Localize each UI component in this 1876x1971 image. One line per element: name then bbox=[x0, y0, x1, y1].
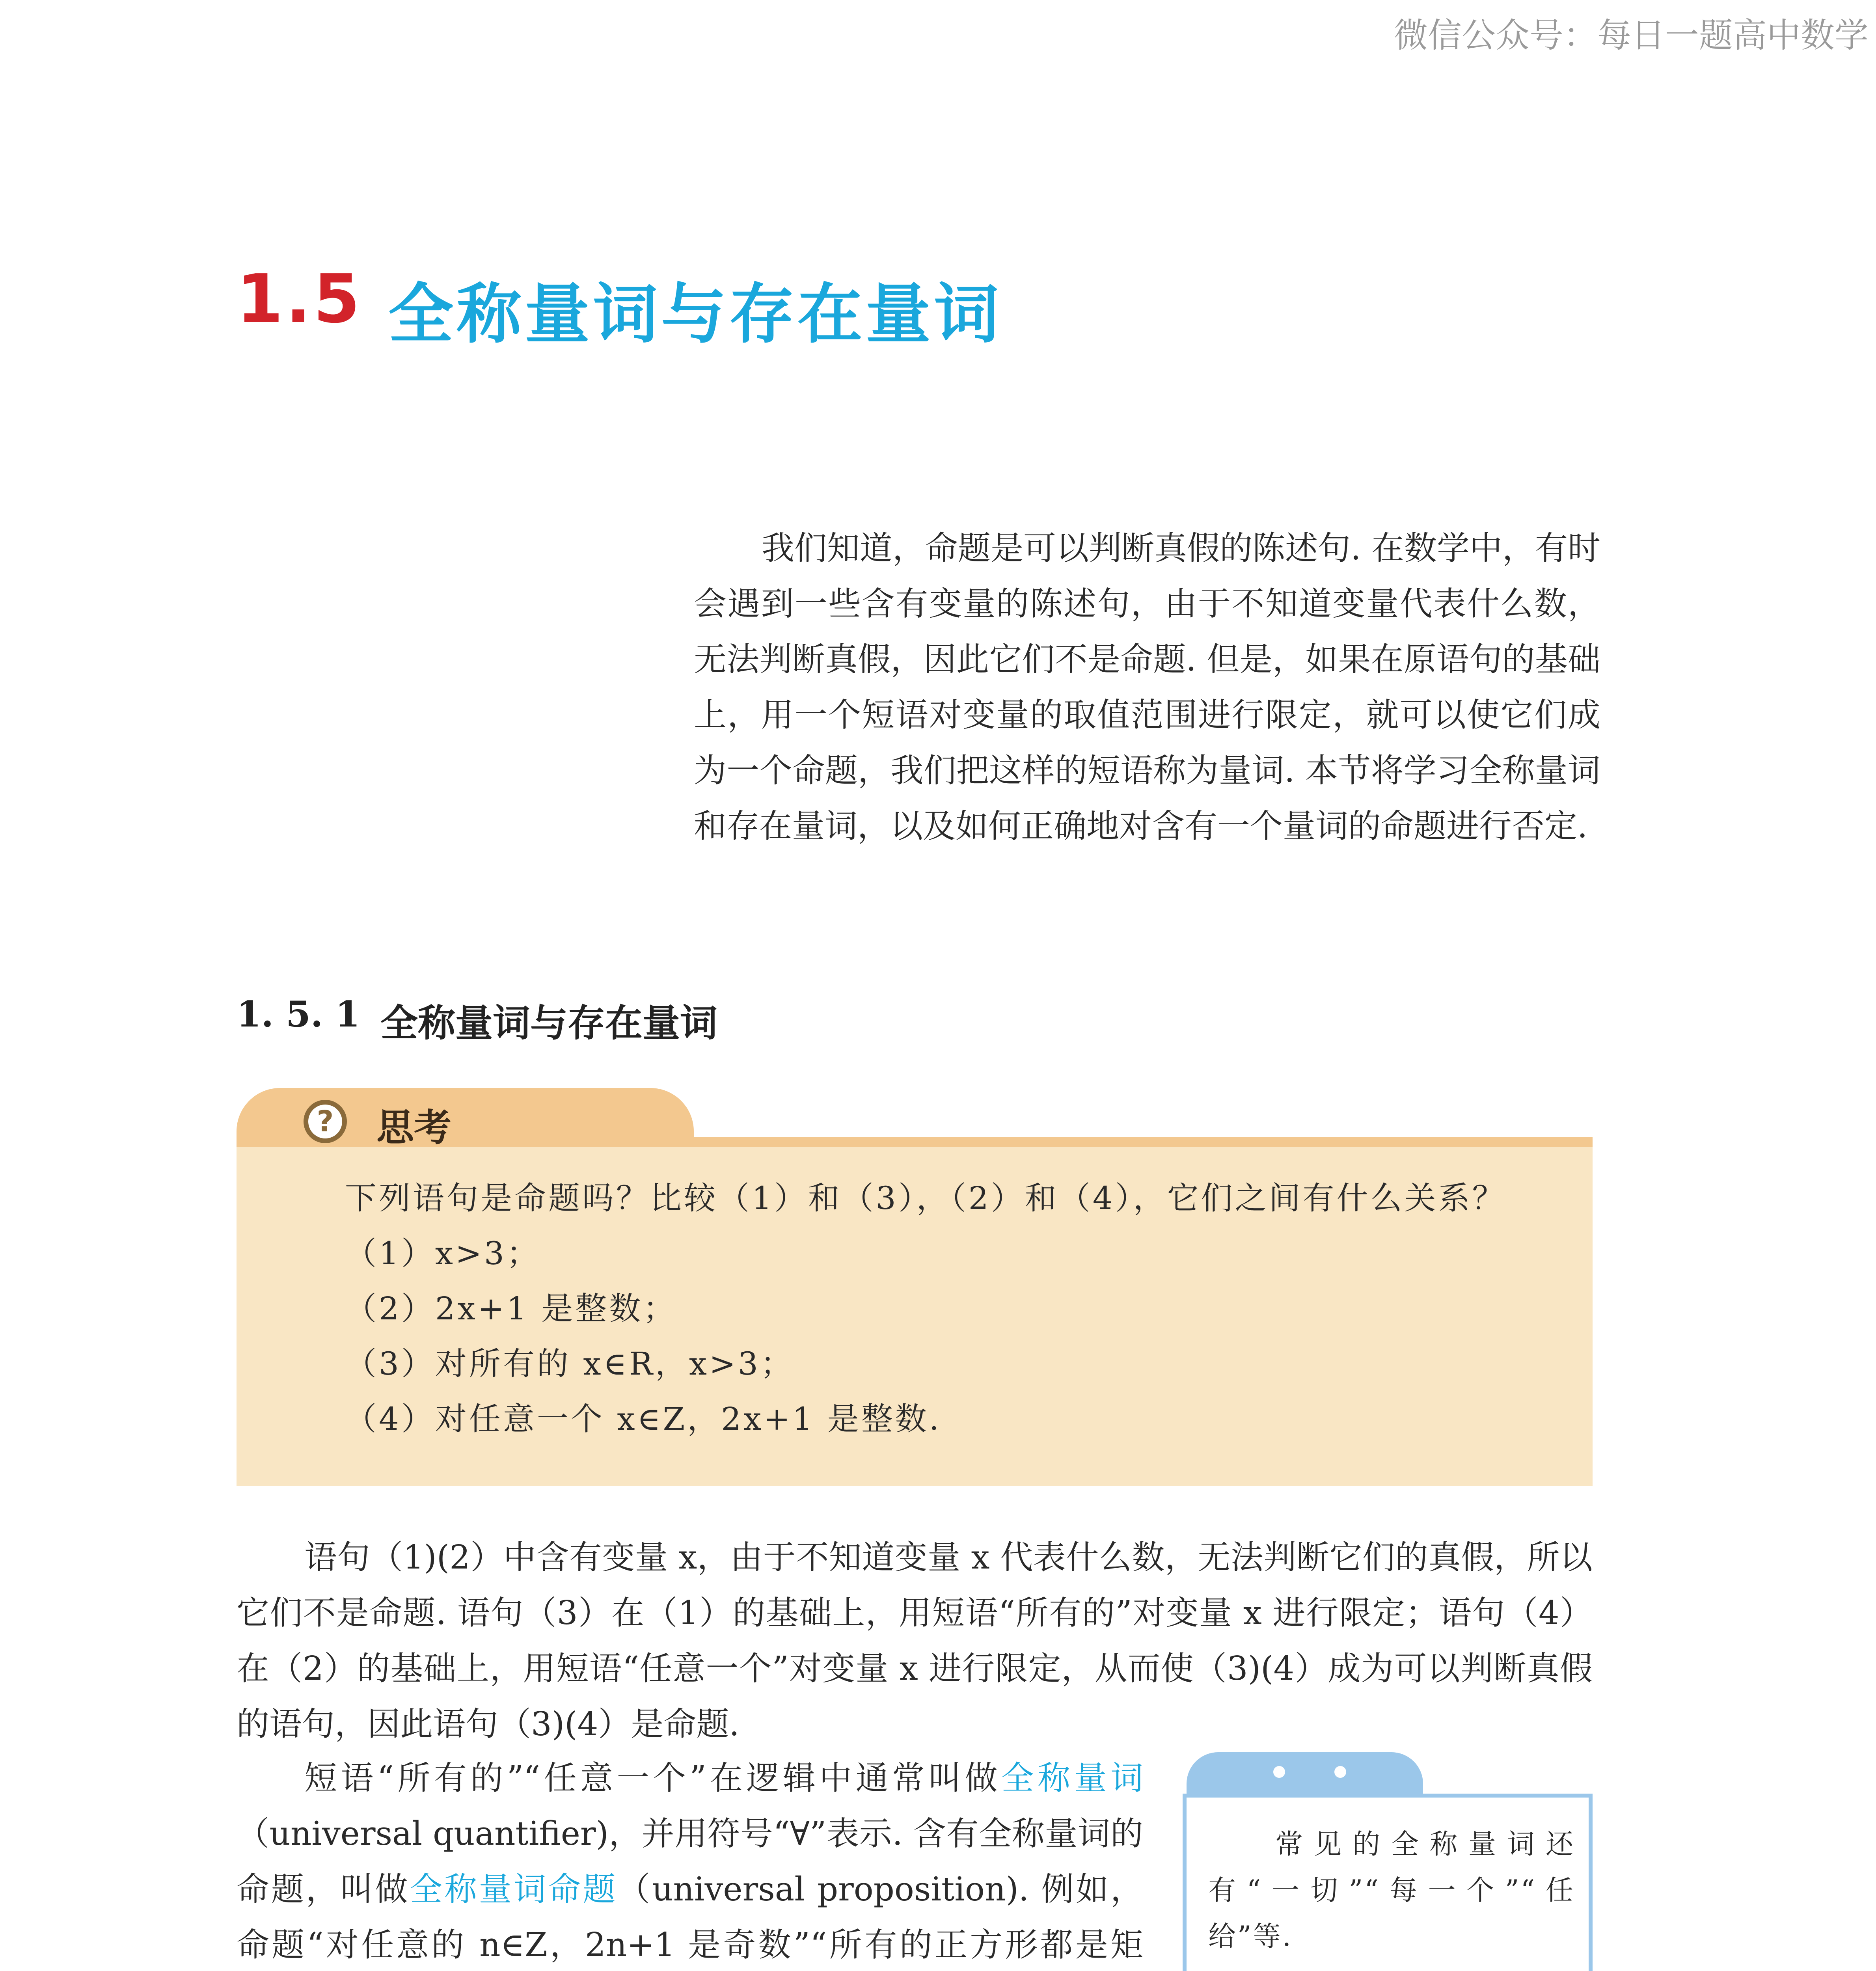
subsection-number: 1. 5. 1 bbox=[237, 993, 360, 1035]
think-label: 思考 bbox=[376, 1106, 452, 1149]
paragraph-2-middle: （universal quantifier)，并用符号“∀”表示. 含有全称量词的命题，叫做 bbox=[237, 1815, 1143, 1908]
side-note-tab bbox=[1187, 1752, 1423, 1800]
term-universal-quantifier: 全称量词 bbox=[1001, 1759, 1143, 1797]
paragraph-2-before: 短语“所有的”“任意一个”在逻辑中通常叫做 bbox=[304, 1759, 1001, 1797]
watermark-text: 微信公众号：每日一题高中数学 bbox=[1394, 16, 1869, 55]
body-paragraph-1: 语句（1)(2）中含有变量 x，由于不知道变量 x 代表什么数，无法判断它们的真假，所以它们不是命题. 语句（3）在（1）的基础上，用短语“所有的”对变量 x 进行限定；语句（4）在（2）的基础上，用短语“任意一个”对变量 x 进行限定，从而使（3)(4）成为可以判断真假的语句，因此语句（3)(4）是命题. bbox=[237, 1538, 1593, 1743]
section-number: 1.5 bbox=[237, 260, 363, 338]
note-dot-icon bbox=[1273, 1766, 1285, 1778]
section-title: 全称量词与存在量词 bbox=[388, 276, 1002, 352]
subsection-title: 全称量词与存在量词 bbox=[380, 1002, 718, 1045]
note-dot-icon bbox=[1334, 1766, 1346, 1778]
side-note-text: 常见的全称量词还有“一切”“每一个”“任给”等. bbox=[1208, 1828, 1575, 1952]
think-item-3: （3）对所有的 x∈R，x>3； bbox=[345, 1345, 794, 1382]
intro-paragraph: 我们知道，命题是可以判断真假的陈述句. 在数学中，有时会遇到一些含有变量的陈述句，由于不知道变量代表什么数，无法判断真假，因此它们不是命题. 但是，如果在原语句的基础上，用一个短语对变量的取值范围进行限定，就可以使它们成为一个命题，我们把这样的短语称为量词. 本节将学习全称量词和存在量词，以及如何正确地对含有一个量词的命题进行否定. bbox=[694, 529, 1600, 845]
term-universal-proposition: 全称量词命题 bbox=[410, 1870, 618, 1908]
think-item-1: （1）x>3； bbox=[345, 1235, 540, 1272]
question-mark-icon: ? bbox=[304, 1100, 347, 1143]
paragraph-2-after: （universal proposition). 例如，命题“对任意的 n∈Z，2n+1 是奇数”“所有的正方形都是矩 bbox=[237, 1870, 1143, 1964]
think-question: 下列语句是命题吗？比较（1）和（3），（2）和（4），它们之间有什么关系？ bbox=[345, 1180, 1506, 1217]
think-item-2: （2）2x+1 是整数； bbox=[345, 1290, 677, 1327]
think-item-4: （4）对任意一个 x∈Z，2x+1 是整数. bbox=[345, 1401, 942, 1437]
body-paragraph-2 bbox=[237, 1750, 1143, 1971]
